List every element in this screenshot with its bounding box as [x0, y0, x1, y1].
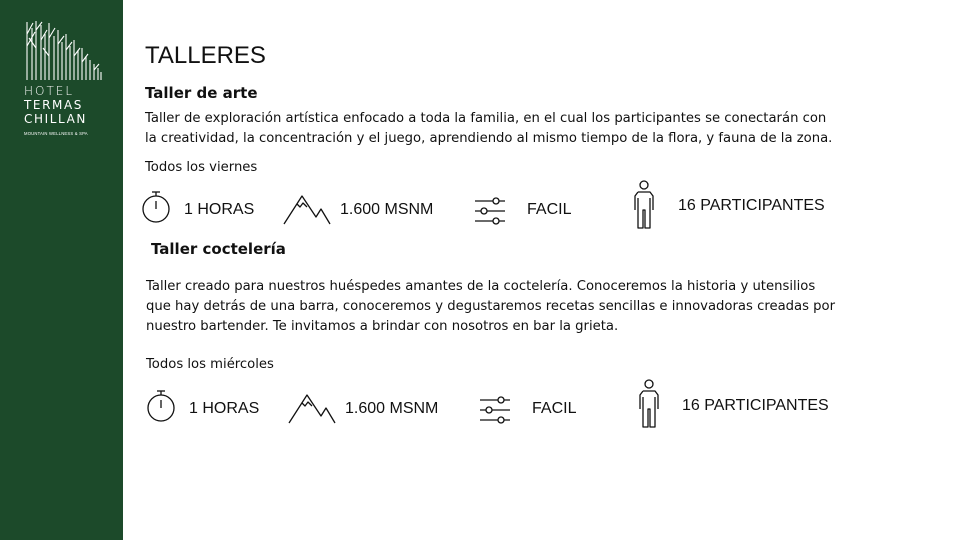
- logo-termas-text: TERMAS: [24, 98, 84, 112]
- difficulty-label: FACIL: [527, 201, 572, 218]
- duration-label: 1 HORAS: [184, 201, 255, 218]
- workshop-description: Taller de exploración artística enfocado a toda la familia, en el cual los participantes se conectarán con la creatividad, la concentración y el juego, aprendiendo al mismo tiempo de la flora, y fauna de la zona.: [145, 111, 833, 146]
- hotel-logo: [24, 20, 104, 136]
- mountain-icon: [288, 392, 336, 424]
- workshop-schedule: Todos los viernes: [145, 160, 258, 175]
- sidebar: [0, 0, 123, 540]
- person-icon: [632, 180, 656, 230]
- workshop-title: Taller coctelería: [151, 240, 286, 258]
- logo-tagline: MOUNTAIN WELLNESS & SPA: [24, 131, 88, 136]
- workshop-description: Taller creado para nuestros huéspedes amantes de la coctelería. Conoceremos la historia y utensilios que hay detrás de una barra, conoceremos y degustaremos recetas sencillas e innovadoras creadas por nuestro bartender. Te invitamos a brindar con nosotros en bar la grieta.: [146, 279, 836, 334]
- workshop-schedule: Todos los miércoles: [146, 357, 274, 372]
- sliders-icon: [474, 196, 506, 226]
- person-icon: [637, 379, 661, 429]
- sliders-icon: [479, 395, 511, 425]
- stopwatch-icon: [145, 389, 177, 423]
- participants-label: 16 PARTICIPANTES: [678, 197, 825, 214]
- altitude-label: 1.600 MSNM: [340, 201, 434, 218]
- participants-label: 16 PARTICIPANTES: [682, 397, 829, 414]
- stopwatch-icon: [140, 190, 172, 224]
- page-title: TALLERES: [145, 42, 266, 69]
- logo-hotel-text: HOTEL: [24, 84, 75, 98]
- altitude-label: 1.600 MSNM: [345, 400, 439, 417]
- difficulty-label: FACIL: [532, 400, 577, 417]
- logo-chillan-text: CHILLAN: [24, 112, 87, 126]
- duration-label: 1 HORAS: [189, 400, 260, 417]
- workshop-title: Taller de arte: [145, 84, 258, 102]
- forest-logo-icon: [24, 20, 102, 80]
- mountain-icon: [283, 193, 331, 225]
